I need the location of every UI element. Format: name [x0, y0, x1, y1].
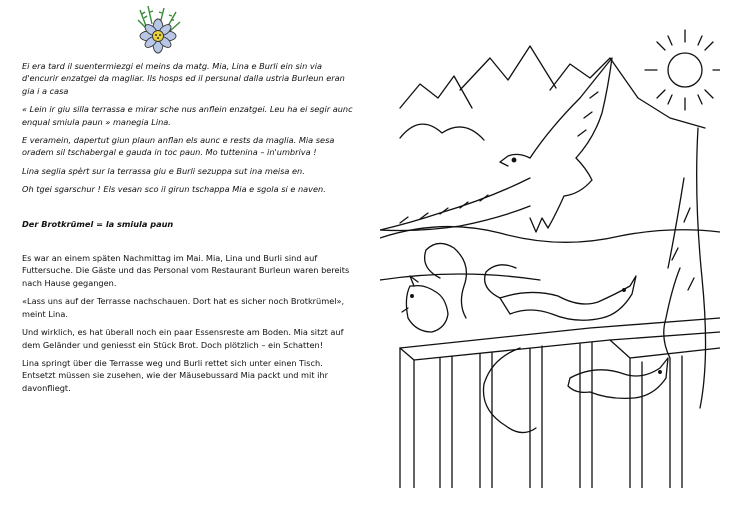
terrace-railing [400, 318, 720, 488]
mountain-range [400, 46, 705, 128]
edelweiss-icon [130, 4, 186, 56]
story-text [22, 60, 354, 400]
german-paragraph-2: «Lass uns auf der Terrasse nachschauen. Dort hat es sicher noch Brotkrümel», meint Lina. [22, 296, 345, 319]
sun-icon [645, 30, 720, 110]
romansh-paragraph-4: Lina seglia spèrt sur la terrassa giu e Burli sezuppa sut ina meisa en. [22, 165, 305, 176]
squirrel-drawings [402, 243, 668, 432]
section-heading: Der Brotkrümel = la smiula paun [22, 218, 174, 229]
romansh-paragraph-2: « Lein ir giu silla terrassa e mirar sche nus anflein enzatgei. Leu ha ei segir aunc enqual smiula paun » manegia Lina. [22, 104, 353, 127]
german-paragraph-1: Es war an einem späten Nachmittag im Mai. Mia, Lina und Burli sind auf Futtersuche. Die Gäste und das Personal vom Restaurant Burleun waren bereits nach Hause gegangen. [22, 253, 350, 288]
hawk-drawing [380, 58, 612, 232]
german-paragraph-4: Lina springt über die Terrasse weg und Burli rettet sich unter einen Tisch. Entsetzt müssen sie zusehen, wie der Mäusebussard Mia packt und mit ihr davonfliegt. [22, 357, 328, 393]
romansh-paragraph-5: Oh tgei sgarschur ! Els vesan sco il girun tschappa Mia e sgola si e naven. [22, 184, 326, 195]
page-bottom-line [0, 519, 740, 520]
coloring-illustration [380, 18, 720, 488]
german-paragraph-3: Und wirklich, es hat überall noch ein paar Essensreste am Boden. Mia sitzt auf dem Geländer und geniesst ein Stück Brot. Doch plötzlich – ein Schatten! [22, 327, 344, 350]
romansh-paragraph-3: E veramein, dapertut giun plaun anflan els aunc e rests da maglia. Mia sesa oradem sil tschabergal e gauda in toc paun. Mo tuttenina – in'umbriva ! [22, 135, 335, 158]
romansh-paragraph-1: Ei era tard il suentermiezgi el meins da matg. Mia, Lina e Burli ein sin via d'encurir enzatgei da magliar. Ils hosps ed il persunal dalla ustria Burleun eran gia i a casa [22, 61, 345, 96]
